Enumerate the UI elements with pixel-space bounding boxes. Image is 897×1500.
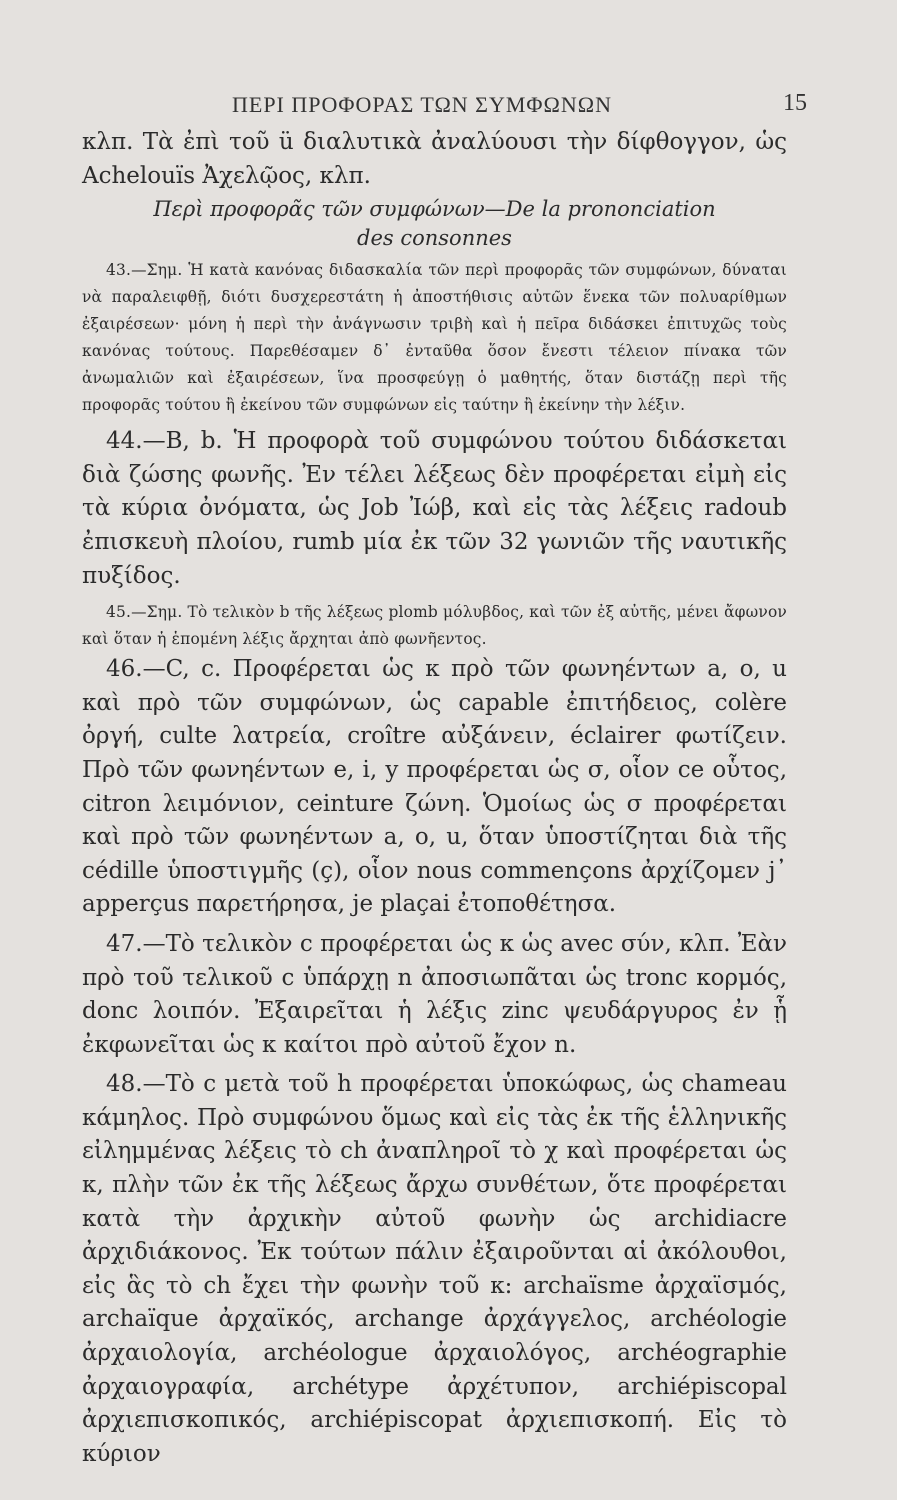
paragraph-45: 45.—Σημ. Τὸ τελικὸν b τῆς λέξεως plomb μόλυβδος, καὶ τῶν ἐξ αὐτῆς, μένει ἄφωνον καὶ ὅταν ἡ ἑπομένη λέξις ἄρχηται ἀπὸ φωνῆεντος. [82,603,787,649]
section-heading-line1: Περὶ προφορᾶς τῶν συμφώνων—De la prononciation [153,197,716,222]
page-number: 15 [783,90,807,116]
paragraph-44: 44.—B, b. Ἡ προφορὰ τοῦ συμφώνου τούτου διδάσκεται διὰ ζώσης φωνῆς. Ἐν τέλει λέξεως δὲν προφέρεται εἰμὴ εἰς τὰ κύρια ὀνόματα, ὡς Job Ἰώβ, καὶ εἰς τὰς λέξεις radoub ἐπισκευὴ πλοίου, rumb μία ἐκ τῶν 32 γωνιῶν τῆς ναυτικῆς πυξίδος. [82,428,787,589]
section-heading-line2: des consonnes [357,226,512,251]
section-heading [82,195,787,253]
paragraph-46: 46.—C, c. Προφέρεται ὡς κ πρὸ τῶν φωνηέντων a, o, u καὶ πρὸ τῶν συμφώνων, ὡς capable ἐπιτήδειος, colère ὀργή, culte λατρεία, croître αὐξάνειν, éclairer φωτίζειν. Πρὸ τῶν φωνηέντων e, i, y προφέρεται ὡς σ, οἷον ce οὗτος, citron λειμόνιον, ceinture ζώνη. Ὁμοίως ὡς σ προφέρεται καὶ πρὸ τῶν φωνηέντων a, o, u, ὅταν ὑποστίζηται διὰ τῆς cédille ὑποστιγμῆς (ç), οἷον nous commençons ἀρχίζομεν j᾽ apperçus παρετήρησα, je plaçai ἐτοποθέτησα. [82,656,787,918]
paragraph-intro: κλπ. Τὰ ἐπὶ τοῦ ü διαλυτικὰ ἀναλύουσι τὴν δίφθογγον, ὡς Achelouïs Ἀχελῷος, κλπ. [82,129,787,189]
header-title: ΠΕΡΙ ΠΡΟΦΟΡΑΣ ΤΩΝ ΣΥΜΦΩΝΩΝ [232,92,612,117]
paragraph-47: 47.—Τὸ τελικὸν c προφέρεται ὡς κ ὡς avec σύν, κλπ. Ἐὰν πρὸ τοῦ τελικοῦ c ὑπάρχῃ n ἀποσιωπᾶται ὡς tronc κορμός, donc λοιπόν. Ἐξαιρεῖται ἡ λέξις zinc ψευδάργυρος ἐν ᾗ ἐκφωνεῖται ὡς κ καίτοι πρὸ αὐτοῦ ἔχον n. [82,930,787,1058]
paragraph-48: 48.—Τὸ c μετὰ τοῦ h προφέρεται ὑποκώφως, ὡς chameau κάμηλος. Πρὸ συμφώνου ὅμως καὶ εἰς τὰς ἐκ τῆς ἑλληνικῆς εἰλημμένας λέξεις τὸ ch ἀναπληροῖ τὸ χ καὶ προφέρεται ὡς κ, πλὴν τῶν ἐκ τῆς λέξεως ἄρχω συνθέτων, ὅτε προφέρεται κατὰ τὴν ἀρχικὴν αὐτοῦ φωνὴν ὡς archidiacre ἀρχιδιάκονος. Ἐκ τούτων πάλιν ἐξαιροῦνται αἱ ἀκόλουθοι, εἰς ἃς τὸ ch ἔχει τὴν φωνὴν τοῦ κ: archaïsme ἀρχαϊσμός, archaïque ἀρχαϊκός, archange ἀρχάγγελος, archéologie ἀρχαιολογία, archéologue ἀρχαιολόγος, archéographie ἀρχαιογραφία, archétype ἀρχέτυπον, archiépiscopal ἀρχιεπισκοπικός, archiépiscopat ἀρχιεπισκοπή. Εἰς τὸ κύριον [82,1071,787,1467]
paragraph-43: 43.—Σημ. Ἡ κατὰ κανόνας διδασκαλία τῶν περὶ προφορᾶς τῶν συμφώνων, δύναται νὰ παραλειφθῇ, διότι δυσχερεστάτη ἡ ἀποστήθισις αὐτῶν ἕνεκα τῶν πολυαρίθμων ἐξαιρέσεων· μόνη ἡ περὶ τὴν ἀνάγνωσιν τριβὴ καὶ ἡ πεῖρα διδάσκει ἐπιτυχῶς τοὺς κανόνας τούτους. Παρεθέσαμεν δ᾽ ἐνταῦθα ὅσον ἔνεστι τέλειον πίνακα τῶν ἀνωμαλιῶν καὶ ἐξαιρέσεων, ἵνα προσφεύγῃ ὁ μαθητής, ὅταν διστάζῃ περὶ τῆς προφορᾶς τούτου ἢ ἐκείνου τῶν συμφώνων εἰς ταύτην ἢ ἐκείνην τὴν λέξιν. [82,261,787,415]
running-header [82,90,807,126]
